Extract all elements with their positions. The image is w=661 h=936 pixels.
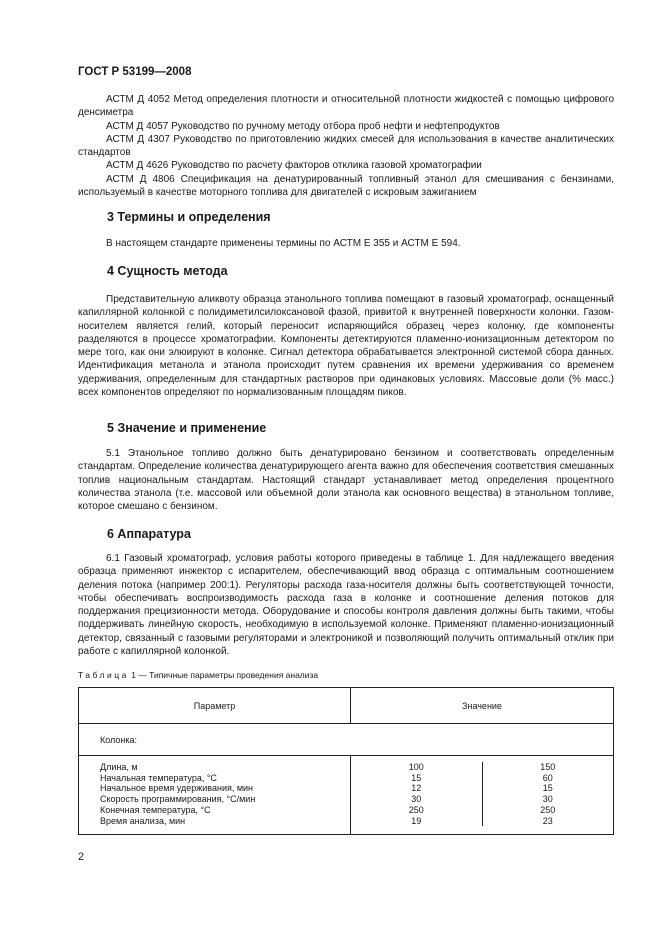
table-section-row [79, 724, 614, 756]
section-5-text: 5.1 Этанольное топливо должно быть денатурировано бензином и соответствовать определенным стандартам. Определение количества денатурирующего агента важно для обеспечения соответствия смешанных топлив национальным стандартам. Настоящий стандарт устанавливает метод определения процентного количества этанола (т.е. массовой или объемной доли этанола как основного вещества) в этанольном топливе, которое смешано с бензином. [78, 448, 614, 513]
reference-item: АСТМ Д 4806 Спецификация на денатурированный топливный этанол для смешивания с бензинами, используемый в качестве моторного топлива для двигателей с искровым зажиганием [78, 173, 614, 199]
page-number: 2 [78, 851, 85, 863]
table-data-row [79, 756, 614, 835]
section-3-heading: 3 Термины и определения [107, 210, 271, 224]
table-caption-word: Таблица [78, 670, 129, 680]
section-3-text: В настоящем стандарте применены термины по АСТМ Е 355 и АСТМ Е 594. [106, 238, 461, 249]
reference-item: АСТМ Д 4307 Руководство по приготовлению жидких смесей для использования в качестве аналитических стандартов [78, 133, 614, 159]
value-columns [351, 762, 613, 826]
parameter-names: Длина, м Начальная температура, °С Начальное время удерживания, мин Скорость программирования, °С/мин Конечная температура, °С Время анализа, мин [79, 756, 351, 835]
section-6-text: 6.1 Газовый хроматограф, условия работы которого приведены в таблице 1. Для надлежащего введения образца применяют инжектор с испарителем, обеспечивающий ввод образца с оптимальным соотношением деления потока (например 200:1). Регуляторы расхода газа-носителя должны быть соответствующей точности, чтобы обеспечивать воспроизводимость расхода газа в колонке и соотношение деления потоков для поддержания прецизионности метода. Оборудование и способы контроля давления должны быть такими, чтобы поддерживать линейную скорость, необходимую в используемой колонке. Применяют пламенно-ионизационный детектор, связанный с газовыми регуляторами и электроникой и позволяющий получить оптимальный отклик при работе с капиллярной колонкой. [78, 553, 614, 658]
document-header: ГОСТ Р 53199—2008 [78, 66, 192, 78]
value-column-1: 100 15 12 30 250 19 [351, 762, 483, 826]
column-section-label: Колонка: [79, 724, 614, 756]
value-column-2: 150 60 15 30 250 23 [540, 762, 556, 826]
table-caption [78, 670, 318, 680]
table-caption-title: 1 — Типичные параметры проведения анализа [128, 670, 319, 680]
section-5-heading: 5 Значение и применение [107, 421, 267, 435]
reference-item: АСТМ Д 4052 Метод определения плотности и относительной плотности жидкостей с помощью цифрового денсиметра [78, 94, 614, 119]
reference-list [78, 93, 614, 199]
reference-item: АСТМ Д 4626 Руководство по расчету факторов отклика газовой хроматографии [106, 160, 482, 172]
section-6-heading: 6 Аппаратура [107, 527, 191, 541]
table-header-row [79, 688, 614, 724]
parameters-table [78, 687, 614, 835]
header-value: Значение [351, 688, 614, 724]
section-4-heading: 4 Сущность метода [107, 264, 228, 278]
header-parameter: Параметр [79, 688, 351, 724]
reference-item: АСТМ Д 4057 Руководство по ручному методу отбора проб нефти и нефтепродуктов [106, 120, 500, 132]
section-4-text: Представительную аликвоту образца этанольного топлива помещают в газовый хроматограф, оснащенный капиллярной колонкой с полидиметилсилоксановой фазой, привитой к внутренней поверхности колонки. Газом-носителем является гелий, который переносит испаряющийся образец через колонку, где компоненты разделяются в процессе хроматографии. Компоненты детектируются пламенно-ионизационным детектором по мере того, как они элюируют в колонке. Сигнал детектора обрабатывается электронной системой сбора данных. Идентификация метанола и этанола происходит путем сравнения их времени удерживания со временем удерживания, определенным для стандартных растворов при одинаковых условиях. Массовые доли (% масс.) всех компонентов определяют по нормализованным площадям пиков. [78, 294, 614, 399]
